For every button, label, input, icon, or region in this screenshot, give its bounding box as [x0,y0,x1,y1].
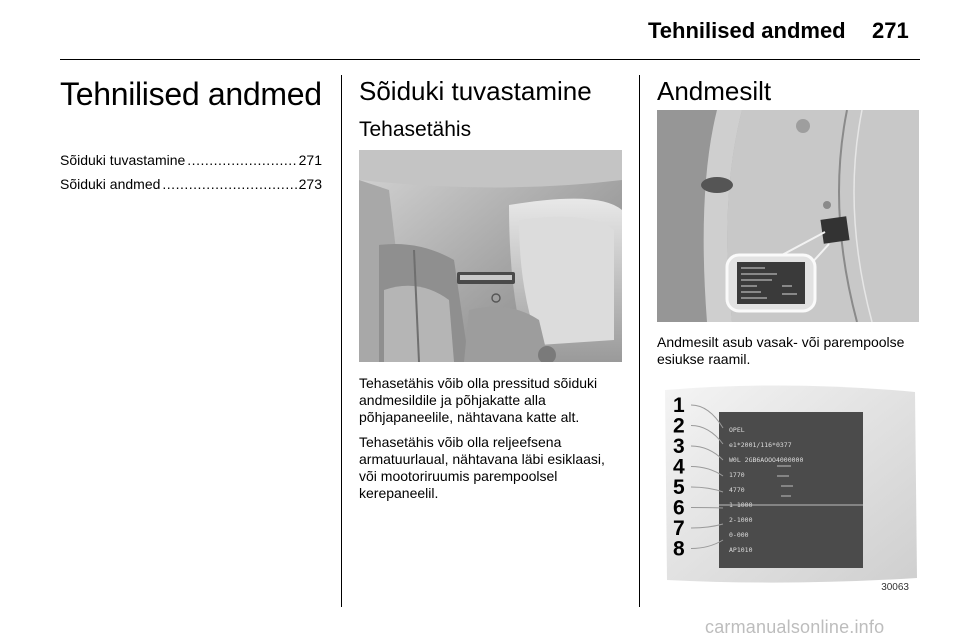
callout-number: 4 [673,455,685,479]
watermark-text: carmanualsonline.info [705,617,885,637]
callout-number: 8 [673,537,685,561]
section-title: Sõiduki tuvastamine [359,76,592,106]
callout-number: 3 [673,435,685,458]
vin-location-photo [359,150,622,362]
paragraph-plate-location: Andmesilt asub vasak- või parempoolse esiukse raamil. [657,334,905,367]
plate-line: 1-1000 [729,501,753,509]
plate-line: 0-000 [729,531,749,539]
column-divider-right [639,75,640,607]
toc-entry-vehicle-identification[interactable] [60,152,322,168]
column-divider-left [341,75,342,607]
callout-number: 6 [673,496,685,520]
toc-entry-vehicle-data[interactable] [60,176,322,192]
toc-entry-page: 271 [298,152,322,168]
callout-leader-line [691,508,723,509]
callout-number: 5 [673,476,685,499]
identification-plate-title: Andmesilt [657,76,772,106]
plate-line: 1770 [729,471,745,479]
plate-line: W0L 2GB6AOOO4000000 [729,456,804,464]
page-number: 271 [872,18,909,43]
toc-leader-dots [162,176,296,192]
subsection-title: Tehasetähis [359,118,472,141]
toc-entry-page: 273 [298,176,322,192]
plate-line: e1*2001/116*0377 [729,441,792,449]
plate-line: 2-1000 [729,516,753,524]
toc-entry-label: Sõiduki tuvastamine [60,152,186,168]
figure-number: 30063 [881,582,909,593]
door-frame-photo [657,110,919,322]
callout-number: 2 [673,414,685,438]
header-divider [60,59,920,60]
plate-line: OPEL [729,426,745,434]
identification-plate-diagram [657,380,919,602]
paragraph-vin-dashboard: Tehasetähis võib olla reljeefsena armatuurlaual, nähtavana läbi esiklaasi, või mootoriruumis parempoolsel kerepaneelil. [359,434,605,501]
paragraph-vin-stamp: Tehasetähis võib olla pressitud sõiduki andmesildile ja põhjakatte alla põhjapaneelile, nähtavana katte alt. [359,375,598,425]
plate-line: 4770 [729,486,745,494]
chapter-title: Tehnilised andmed [60,76,322,112]
toc-entry-label: Sõiduki andmed [60,176,161,192]
plate-line: AP1010 [729,546,753,554]
running-header-title: Tehnilised andmed [648,18,846,43]
callout-number: 7 [673,517,685,540]
callout-number: 1 [673,394,685,417]
toc-leader-dots [187,152,296,168]
